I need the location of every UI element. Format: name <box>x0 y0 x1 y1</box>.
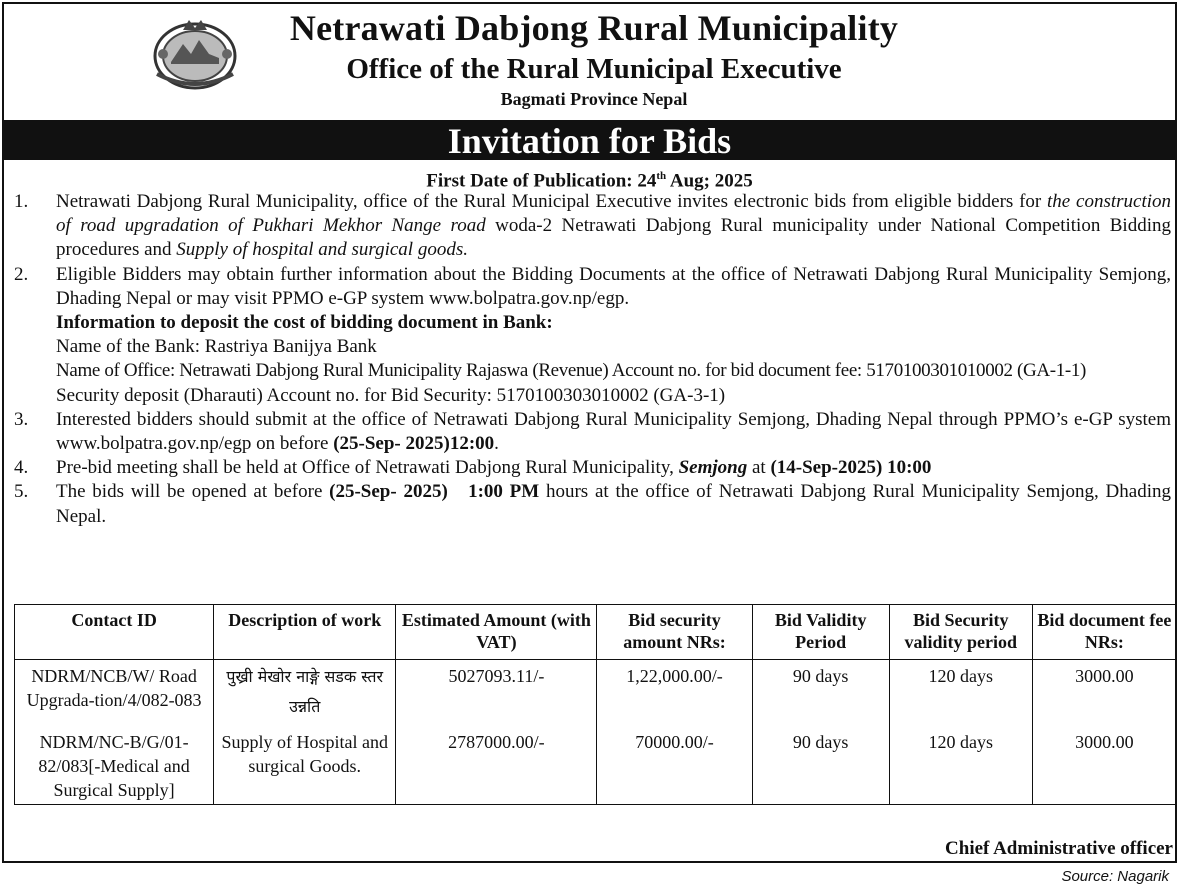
organization-title: Netrawati Dabjong Rural Municipality <box>289 8 899 48</box>
column-header: Bid document fee NRs: <box>1032 605 1176 660</box>
table-cell: NDRM/NCB/W/ Road Upgrada-tion/4/082-083 <box>15 660 214 725</box>
column-header: Description of work <box>214 605 396 660</box>
notice-item-1: 1. Netrawati Dabjong Rural Municipality, office of the Rural Municipal Executive invites electronic bids from eligible bidders for the construction of road upgradation of Pukhari Mekhor Nange road woda-2 Netrawati Dabjong Rural municipality under National Competition Bidding procedures and Supply of hospital and surgical goods. <box>14 191 1171 261</box>
column-header: Contact ID <box>15 605 214 660</box>
table-cell: 70000.00/- <box>597 724 752 805</box>
header <box>4 4 1175 120</box>
table-cell: 5027093.11/- <box>396 660 597 725</box>
table-cell: पुख्री मेखोर नाङ्गे सडक स्तर उन्नति <box>214 660 396 725</box>
security-account: Security deposit (Dharauti) Account no. for Bid Security: 5170100303010002 (GA-3-1) <box>56 384 726 406</box>
column-header: Bid Security validity period <box>889 605 1032 660</box>
office-account: Name of Office: Netrawati Dabjong Rural Municipality Rajaswa (Revenue) Account no. for bid document fee: 5170100301010002 (GA-1-1) <box>56 360 1086 382</box>
notice-item-3: 3. Interested bidders should submit at the office of Netrawati Dabjong Rural Municipality Semjong, Dhading Nepal through PPMO’s e-GP system www.bolpatra.gov.np/egp on before (25-Sep- 2025)12:00. <box>14 408 1171 455</box>
table-cell: 1,22,000.00/- <box>597 660 752 725</box>
table-cell: 120 days <box>889 724 1032 805</box>
notice-banner: Invitation for Bids <box>4 120 1175 160</box>
source-credit: Source: Nagarik <box>1061 868 1169 885</box>
table-cell: 3000.00 <box>1032 660 1176 725</box>
office-title: Office of the Rural Municipal Executive <box>346 53 842 85</box>
notice-items <box>4 190 1175 529</box>
bank-name: Name of the Bank: Rastriya Banijya Bank <box>56 336 377 358</box>
table-cell: 90 days <box>752 724 889 805</box>
notice-item-5: 5. The bids will be opened at before (25-Sep- 2025) 1:00 PM hours at the office of Netrawati Dabjong Rural Municipality Semjong, Dhading Nepal. <box>14 481 1171 527</box>
table-header-row <box>15 605 1177 660</box>
table-cell: 90 days <box>752 660 889 725</box>
table-cell: Supply of Hospital and surgical Goods. <box>214 724 396 805</box>
notice-item-4: 4. Pre-bid meeting shall be held at Office of Netrawati Dabjong Rural Municipality, Semjong at (14-Sep-2025) 10:00 <box>14 457 932 479</box>
notice-item-2: 2. Eligible Bidders may obtain further information about the Bidding Documents at the office of Netrawati Dabjong Rural Municipality Semjong, Dhading Nepal or may visit PPMO e-GP system www.bolpatra.gov.np/egp. Information to deposit the cost of bidding document in Bank: Name of the Bank: Rastriya Banijya Bank Name of Office: Netrawati Dabjong Rural Municipality Rajaswa (Revenue) Account no. for bid document fee: 5170100301010002 (GA-1-1) Security deposit (Dharauti) Account no. for Bid Security: 5170100303010002 (GA-3-1) <box>4 263 1175 408</box>
publication-date: First Date of Publication: 24th Aug; 2025 <box>426 170 753 192</box>
signatory: Chief Administrative officer <box>945 838 1173 859</box>
notice-frame <box>2 2 1177 863</box>
table-cell: NDRM/NC-B/G/01-82/083[-Medical and Surgical Supply] <box>15 724 214 805</box>
table-row <box>15 724 1177 805</box>
table-row <box>15 660 1177 725</box>
column-header: Bid Validity Period <box>752 605 889 660</box>
bid-table <box>14 604 1177 805</box>
column-header: Estimated Amount (with VAT) <box>396 605 597 660</box>
column-header: Bid security amount NRs: <box>597 605 752 660</box>
table-cell: 120 days <box>889 660 1032 725</box>
province-label: Bagmati Province Nepal <box>500 89 688 109</box>
table-cell: 3000.00 <box>1032 724 1176 805</box>
bank-info-heading: Information to deposit the cost of bidding document in Bank: <box>56 312 553 334</box>
table-cell: 2787000.00/- <box>396 724 597 805</box>
